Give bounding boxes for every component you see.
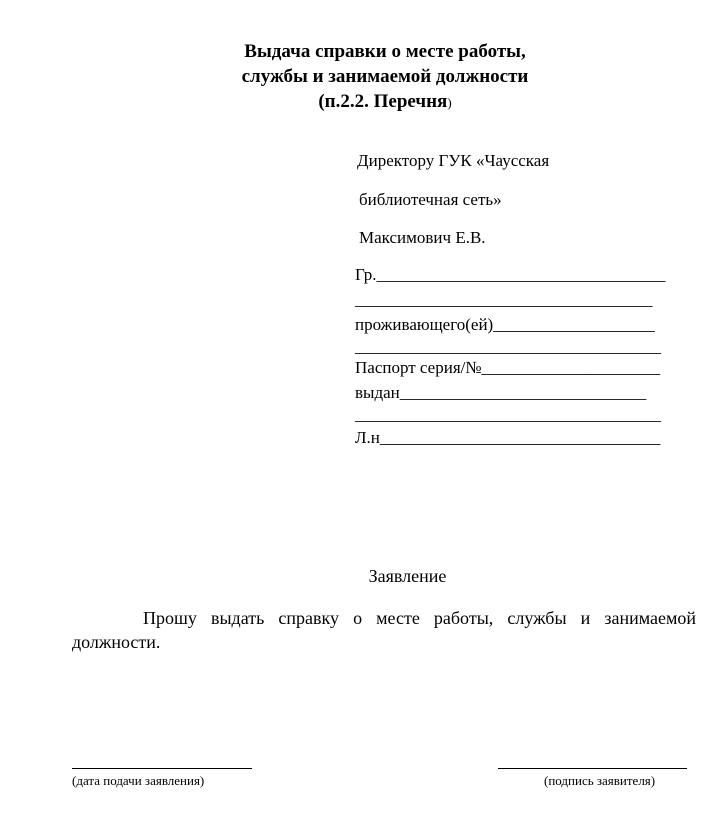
- applicant-name-field: Гр.__________________________________: [355, 265, 666, 284]
- statement-title: Заявление: [368, 566, 447, 586]
- applicant-signature-line: [498, 768, 687, 769]
- addressee-line-2: библиотечная сеть»: [359, 190, 502, 209]
- signature-label: (подпись заявителя): [544, 773, 656, 788]
- issued-by-continuation: ____________________________________: [355, 405, 661, 424]
- date-signature-line: [72, 768, 252, 769]
- issued-by-field: выдан_____________________________: [355, 383, 647, 402]
- residence-continuation: ____________________________________: [355, 337, 661, 356]
- document-title-reference: (п.2.2. Перечня: [318, 91, 448, 112]
- addressee-line-3: Максимович Е.В.: [359, 228, 486, 247]
- personal-number-field: Л.н_________________________________: [355, 428, 661, 447]
- applicant-name-continuation: ___________________________________: [355, 290, 653, 309]
- date-label: (дата подачи заявления): [72, 773, 205, 788]
- residence-field: проживающего(ей)___________________: [355, 315, 655, 334]
- statement-text: Прошу выдать справку о месте работы, службы и занимаемой должности.: [72, 608, 696, 652]
- document-title-line-1: Выдача справки о месте работы,: [244, 41, 526, 62]
- document-title-close-paren: ): [447, 95, 452, 110]
- addressee-line-1: Директору ГУК «Чаусская: [357, 151, 550, 170]
- document-title-line-3: [0, 91, 720, 114]
- document-title-line-2: службы и занимаемой должности: [241, 66, 529, 87]
- passport-field: Паспорт серия/№_____________________: [355, 358, 661, 377]
